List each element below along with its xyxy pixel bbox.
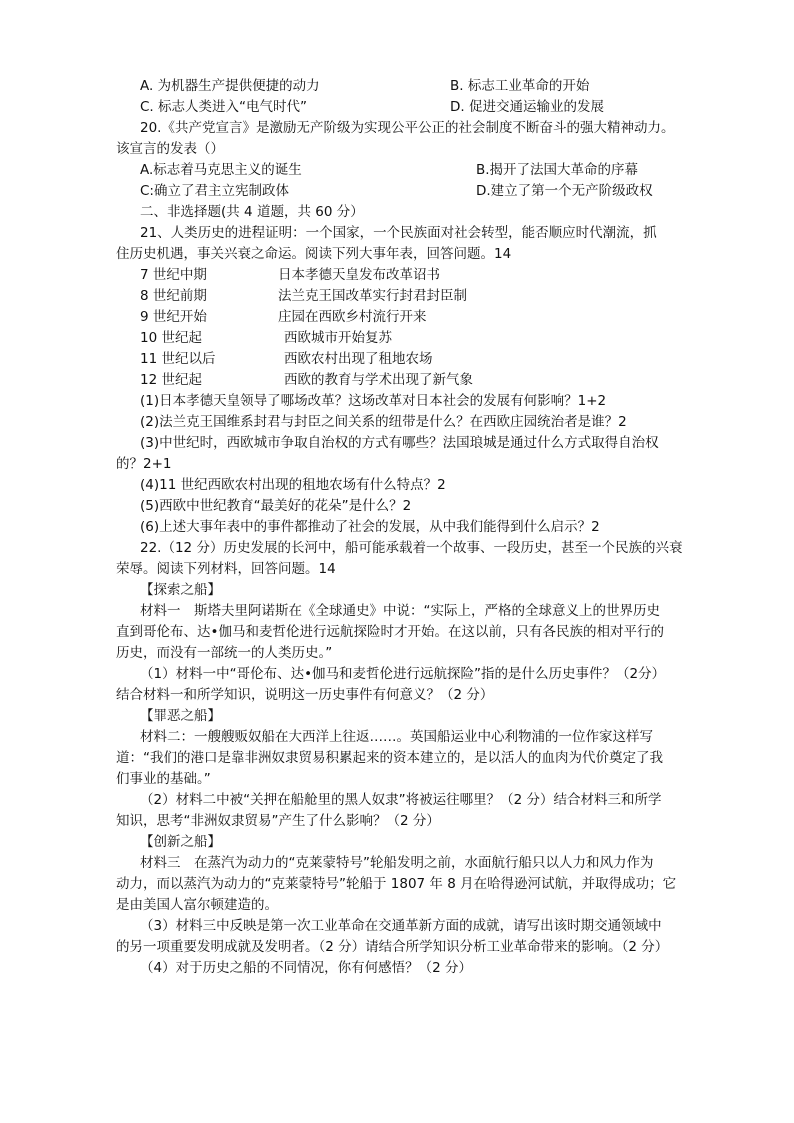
q22-sub-question: （4）对于历史之船的不同情况，你有何感悟？（2 分）: [140, 960, 472, 976]
timeline-event: 法兰克王国改革实行封君封臣制: [278, 288, 467, 304]
q21-sub-question: (4)11 世纪西欧农村出现的租地农场有什么特点？2: [140, 477, 446, 493]
material-text: 们事业的基础。”: [116, 771, 211, 787]
material-text: 直到哥伦布、达•伽马和麦哲伦进行远航探险时才开始。在这以前，只有各民族的相对平行的: [116, 624, 664, 640]
timeline-event: 日本孝德天皇发布改革诏书: [278, 267, 440, 283]
timeline-date: 10 世纪起: [140, 330, 202, 346]
q19-option-c: C. 标志人类进入“电气时代”: [140, 99, 307, 115]
q22-sub-question: （2）材料二中被“关押在船舱里的黑人奴隶”将被运往哪里？（2 分）结合材料三和所学: [140, 792, 662, 808]
q22-stem-cont: 荣辱。阅读下列材料，回答问题。14: [116, 561, 336, 577]
q21-sub-question: (6)上述大事年表中的事件都推动了社会的发展，从中我们能得到什么启示？2: [140, 519, 600, 535]
q22-subheading: 【罪恶之船】: [140, 708, 221, 724]
q20-stem-cont: 该宣言的发表（）: [116, 141, 224, 157]
timeline-event: 西欧农村出现了租地农场: [284, 351, 433, 367]
q22-sub-question-cont: 知识，思考“非洲奴隶贸易”产生了什么影响？（2 分）: [116, 813, 440, 829]
q22-subheading: 【探索之船】: [140, 582, 221, 598]
q20-option-c: C:确立了君主立宪制政体: [140, 183, 289, 199]
q21-sub-question: (1)日本孝德天皇领导了哪场改革？这场改革对日本社会的发展有何影响？1+2: [140, 393, 607, 409]
q20-option-b: B.揭开了法国大革命的序幕: [476, 162, 639, 178]
timeline-date: 7 世纪中期: [140, 267, 207, 283]
timeline-event: 西欧城市开始复苏: [284, 330, 392, 346]
q20-stem: 20.《共产党宣言》是激励无产阶级为实现公平公正的社会制度不断奋斗的强大精神动力。: [140, 120, 675, 136]
material-text: 材料一 斯塔夫里阿诺斯在《全球通史》中说：“实际上，严格的全球意义上的世界历史: [140, 603, 660, 619]
timeline-event: 西欧的教育与学术出现了新气象: [284, 372, 473, 388]
q19-option-d: D. 促进交通运输业的发展: [450, 99, 604, 115]
material-text: 材料二：一艘艘贩奴船在大西洋上往返……。英国船运业中心利物浦的一位作家这样写: [140, 729, 653, 745]
timeline-date: 8 世纪前期: [140, 288, 207, 304]
q21-sub-question: (3)中世纪时，西欧城市争取自治权的方式有哪些？法国琅城是通过什么方式取得自治权: [140, 435, 659, 451]
q20-option-a: A.标志着马克思主义的诞生: [140, 162, 302, 178]
material-text: 道：“我们的港口是靠非洲奴隶贸易积累起来的资本建立的，是以活人的血肉为代价奠定了我: [116, 750, 663, 766]
q22-sub-question-cont: 结合材料一和所学知识，说明这一历史事件有何意义？（2 分）: [116, 687, 494, 703]
q19-option-b: B. 标志工业革命的开始: [450, 78, 590, 94]
timeline-event: 庄园在西欧乡村流行开来: [278, 309, 427, 325]
section-heading: 二、非选择题(共 4 道题，共 60 分）: [140, 204, 364, 220]
timeline-date: 12 世纪起: [140, 372, 202, 388]
q21-sub-question-cont: 的？2+1: [116, 456, 172, 472]
q21-stem-cont: 住历史机遇，事关兴衰之命运。阅读下列大事年表，回答问题。14: [116, 246, 512, 262]
timeline-date: 11 世纪以后: [140, 351, 216, 367]
q22-sub-question-cont: 的另一项重要发明成就及发明者。（2 分）请结合所学知识分析工业革命带来的影响。（2 分）: [116, 939, 669, 955]
q21-stem: 21、人类历史的进程证明：一个国家，一个民族面对社会转型，能否顺应时代潮流，抓: [140, 225, 657, 241]
material-text: 动力，而以蒸汽为动力的“克莱蒙特号”轮船于 1807 年 8 月在哈得逊河试航，并取得成功；它: [116, 876, 677, 892]
material-text: 材料三 在蒸汽为动力的“克莱蒙特号”轮船发明之前，水面航行船只以人力和风力作为: [140, 855, 654, 871]
q21-sub-question: (5)西欧中世纪教育“最美好的花朵”是什么？2: [140, 498, 412, 514]
q20-option-d: D.建立了第一个无产阶级政权: [476, 183, 653, 199]
q21-sub-question: (2)法兰克王国维系封君与封臣之间关系的纽带是什么？在西欧庄园统治者是谁？2: [140, 414, 627, 430]
material-text: 是由美国人富尔顿建造的。: [116, 897, 278, 913]
q22-stem: 22.（12 分）历史发展的长河中，船可能承载着一个故事、一段历史，甚至一个民族的兴衰: [140, 540, 683, 556]
material-text: 历史，而没有一部统一的人类历史。”: [116, 645, 333, 661]
q22-sub-question: （3）材料三中反映是第一次工业革命在交通革新方面的成就，请写出该时期交通领域中: [140, 918, 662, 934]
q19-option-a: A. 为机器生产提供便捷的动力: [140, 78, 320, 94]
timeline-date: 9 世纪开始: [140, 309, 207, 325]
q22-subheading: 【创新之船】: [140, 834, 221, 850]
q22-sub-question: （1）材料一中“哥伦布、达•伽马和麦哲伦进行远航探险”指的是什么历史事件？（2分）: [140, 666, 666, 682]
